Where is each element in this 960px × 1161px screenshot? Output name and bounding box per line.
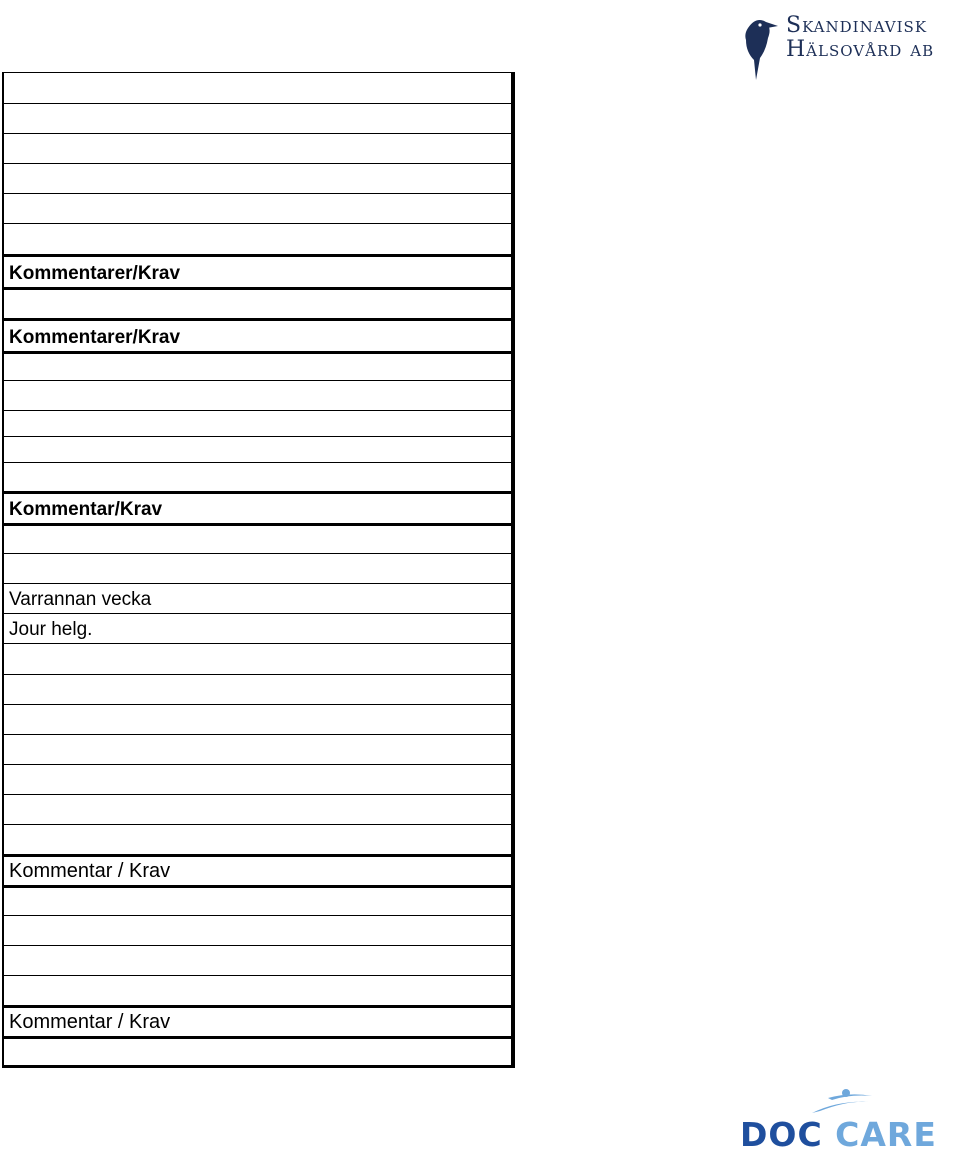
doc-care-logo xyxy=(738,1088,944,1158)
table-row xyxy=(2,72,515,103)
table-row xyxy=(2,1036,515,1068)
comment-label: Kommentar / Krav xyxy=(9,860,171,882)
table-row xyxy=(2,462,515,491)
table-row-comment-header xyxy=(2,318,515,351)
table-row xyxy=(2,824,515,854)
table-row xyxy=(2,704,515,734)
table-row xyxy=(2,734,515,764)
comment-label: Kommentar/Krav xyxy=(9,499,163,520)
table-row xyxy=(2,915,515,945)
bird-moon-icon xyxy=(726,8,788,84)
table-row xyxy=(2,410,515,436)
table-row xyxy=(2,583,515,613)
table-row xyxy=(2,613,515,643)
table-row xyxy=(2,287,515,318)
table-row xyxy=(2,553,515,583)
comment-label: Kommentarer/Krav xyxy=(9,263,181,284)
logo-line-1: Skandinavisk xyxy=(786,13,928,38)
comment-label: Kommentar / Krav xyxy=(9,1011,171,1033)
table-row xyxy=(2,193,515,223)
table-row xyxy=(2,103,515,133)
table-row xyxy=(2,764,515,794)
table-row xyxy=(2,223,515,254)
table-row xyxy=(2,643,515,674)
table-row-comment-header xyxy=(2,254,515,287)
comment-label: Kommentarer/Krav xyxy=(9,327,181,348)
table-row xyxy=(2,674,515,704)
logo-doc-text: DOC xyxy=(740,1115,823,1154)
table-row-comment-header xyxy=(2,854,515,885)
logo-care-text: CARE xyxy=(835,1115,937,1154)
table-row xyxy=(2,945,515,975)
schedule-note: Varrannan vecka xyxy=(9,589,152,610)
skandinavisk-halsovard-logo xyxy=(726,8,958,84)
table-row xyxy=(2,380,515,410)
table-row xyxy=(2,133,515,163)
table-row xyxy=(2,436,515,462)
table-row xyxy=(2,794,515,824)
table-row-comment-header xyxy=(2,491,515,523)
table-row xyxy=(2,885,515,915)
logo-line-2: Hälsovård ab xyxy=(786,37,935,62)
table-row xyxy=(2,163,515,193)
table-row-comment-header xyxy=(2,1005,515,1036)
table-row xyxy=(2,975,515,1005)
table-row xyxy=(2,351,515,380)
swoosh-icon xyxy=(738,1088,944,1118)
schedule-note: Jour helg. xyxy=(9,619,93,640)
table-row xyxy=(2,523,515,553)
